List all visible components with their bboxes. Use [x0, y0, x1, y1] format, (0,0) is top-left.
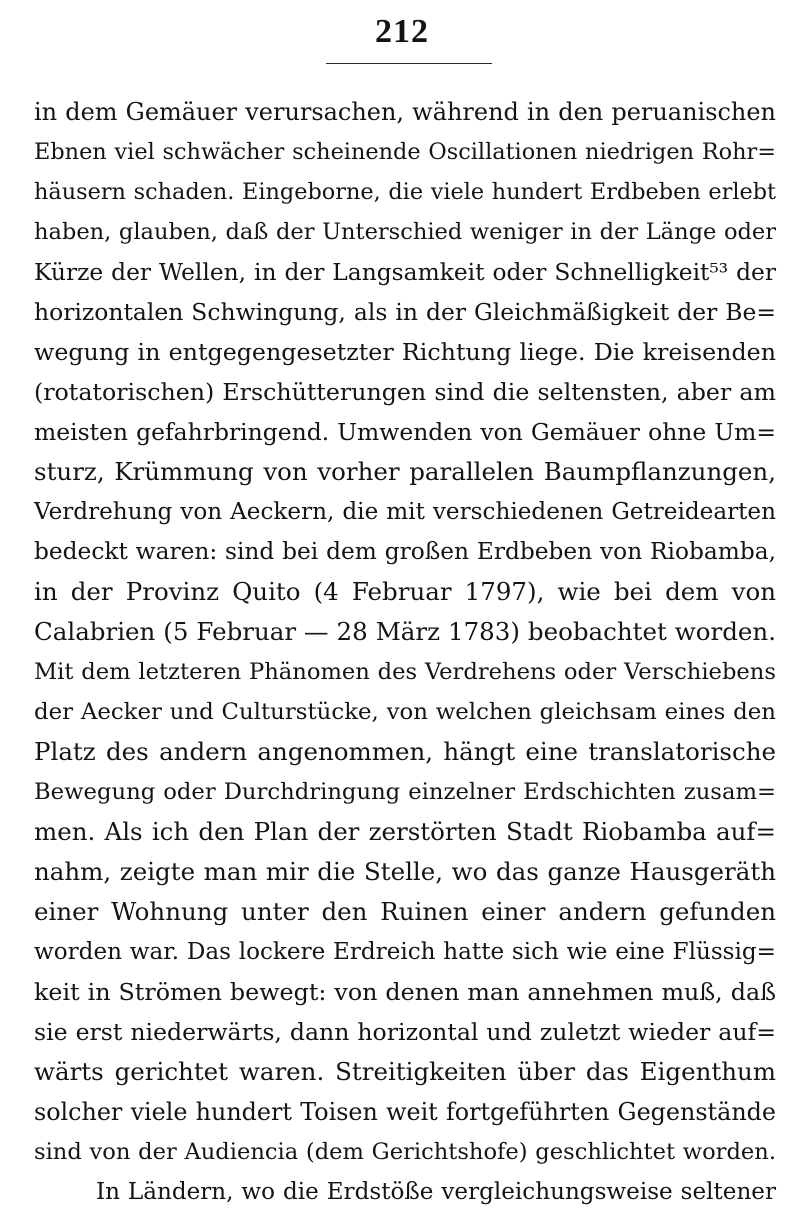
text-line: wärts gerichtet waren. Streitigkeiten über das Eigenthum	[34, 1057, 776, 1086]
text-line: keit in Strömen bewegt: von denen man annehmen muß, daß	[34, 978, 776, 1006]
text-line: in der Provinz Quito (4 Februar 1797), wie bei dem von	[34, 577, 776, 606]
text-line: Mit dem letzteren Phänomen des Verdrehens oder Verschiebens	[34, 659, 776, 685]
text-line: In Ländern, wo die Erdstöße vergleichungsweise seltener	[96, 1179, 776, 1205]
text-line: worden war. Das lockere Erdreich hatte sich wie eine Flüssig=	[34, 939, 776, 965]
text-line: sturz, Krümmung von vorher parallelen Baumpflanzungen,	[34, 457, 776, 486]
text-line: wegung in entgegengesetzter Richtung liege. Die kreisenden	[34, 338, 776, 366]
text-line: meisten gefahrbringend. Umwenden von Gemäuer ohne Um=	[34, 418, 776, 446]
text-line: Verdrehung von Aeckern, die mit verschiedenen Getreidearten	[34, 499, 776, 525]
body-text	[34, 92, 776, 1212]
text-line: Ebnen viel schwächer scheinende Oscillationen niedrigen Rohr=	[34, 139, 776, 165]
text-line: haben, glauben, daß der Unterschied weniger in der Länge oder	[34, 219, 776, 245]
text-line: der Aecker und Culturstücke, von welchen gleichsam eines den	[34, 699, 776, 725]
text-line: Kürze der Wellen, in der Langsamkeit oder Schnelligkeit⁵³ der	[34, 258, 776, 286]
text-line: Calabrien (5 Februar — 28 März 1783) beobachtet worden.	[34, 617, 776, 646]
text-line: in dem Gemäuer verursachen, während in den peruanischen	[34, 98, 776, 126]
text-line: sie erst niederwärts, dann horizontal und zuletzt wieder auf=	[34, 1018, 776, 1046]
text-line: bedeckt waren: sind bei dem großen Erdbeben von Riobamba,	[34, 538, 776, 565]
text-line: Bewegung oder Durchdringung einzelner Erdschichten zusam=	[34, 779, 776, 805]
text-line: sind von der Audiencia (dem Gerichtshofe) geschlichtet worden.	[34, 1139, 776, 1165]
text-line: horizontalen Schwingung, als in der Gleichmäßigkeit der Be=	[34, 298, 776, 326]
text-line: häusern schaden. Eingeborne, die viele hundert Erdbeben erlebt	[34, 179, 776, 205]
header-rule	[326, 63, 492, 64]
text-line: solcher viele hundert Toisen weit fortgeführten Gegenstände	[34, 1098, 776, 1126]
text-line: einer Wohnung unter den Ruinen einer andern gefunden	[34, 897, 776, 926]
text-line: men. Als ich den Plan der zerstörten Stadt Riobamba auf=	[34, 817, 776, 846]
page-number: 212	[375, 13, 429, 50]
text-line: Platz des andern angenommen, hängt eine translatorische	[34, 737, 776, 766]
text-line: (rotatorischen) Erschütterungen sind die seltensten, aber am	[34, 378, 776, 406]
text-line: nahm, zeigte man mir die Stelle, wo das ganze Hausgeräth	[34, 857, 776, 886]
